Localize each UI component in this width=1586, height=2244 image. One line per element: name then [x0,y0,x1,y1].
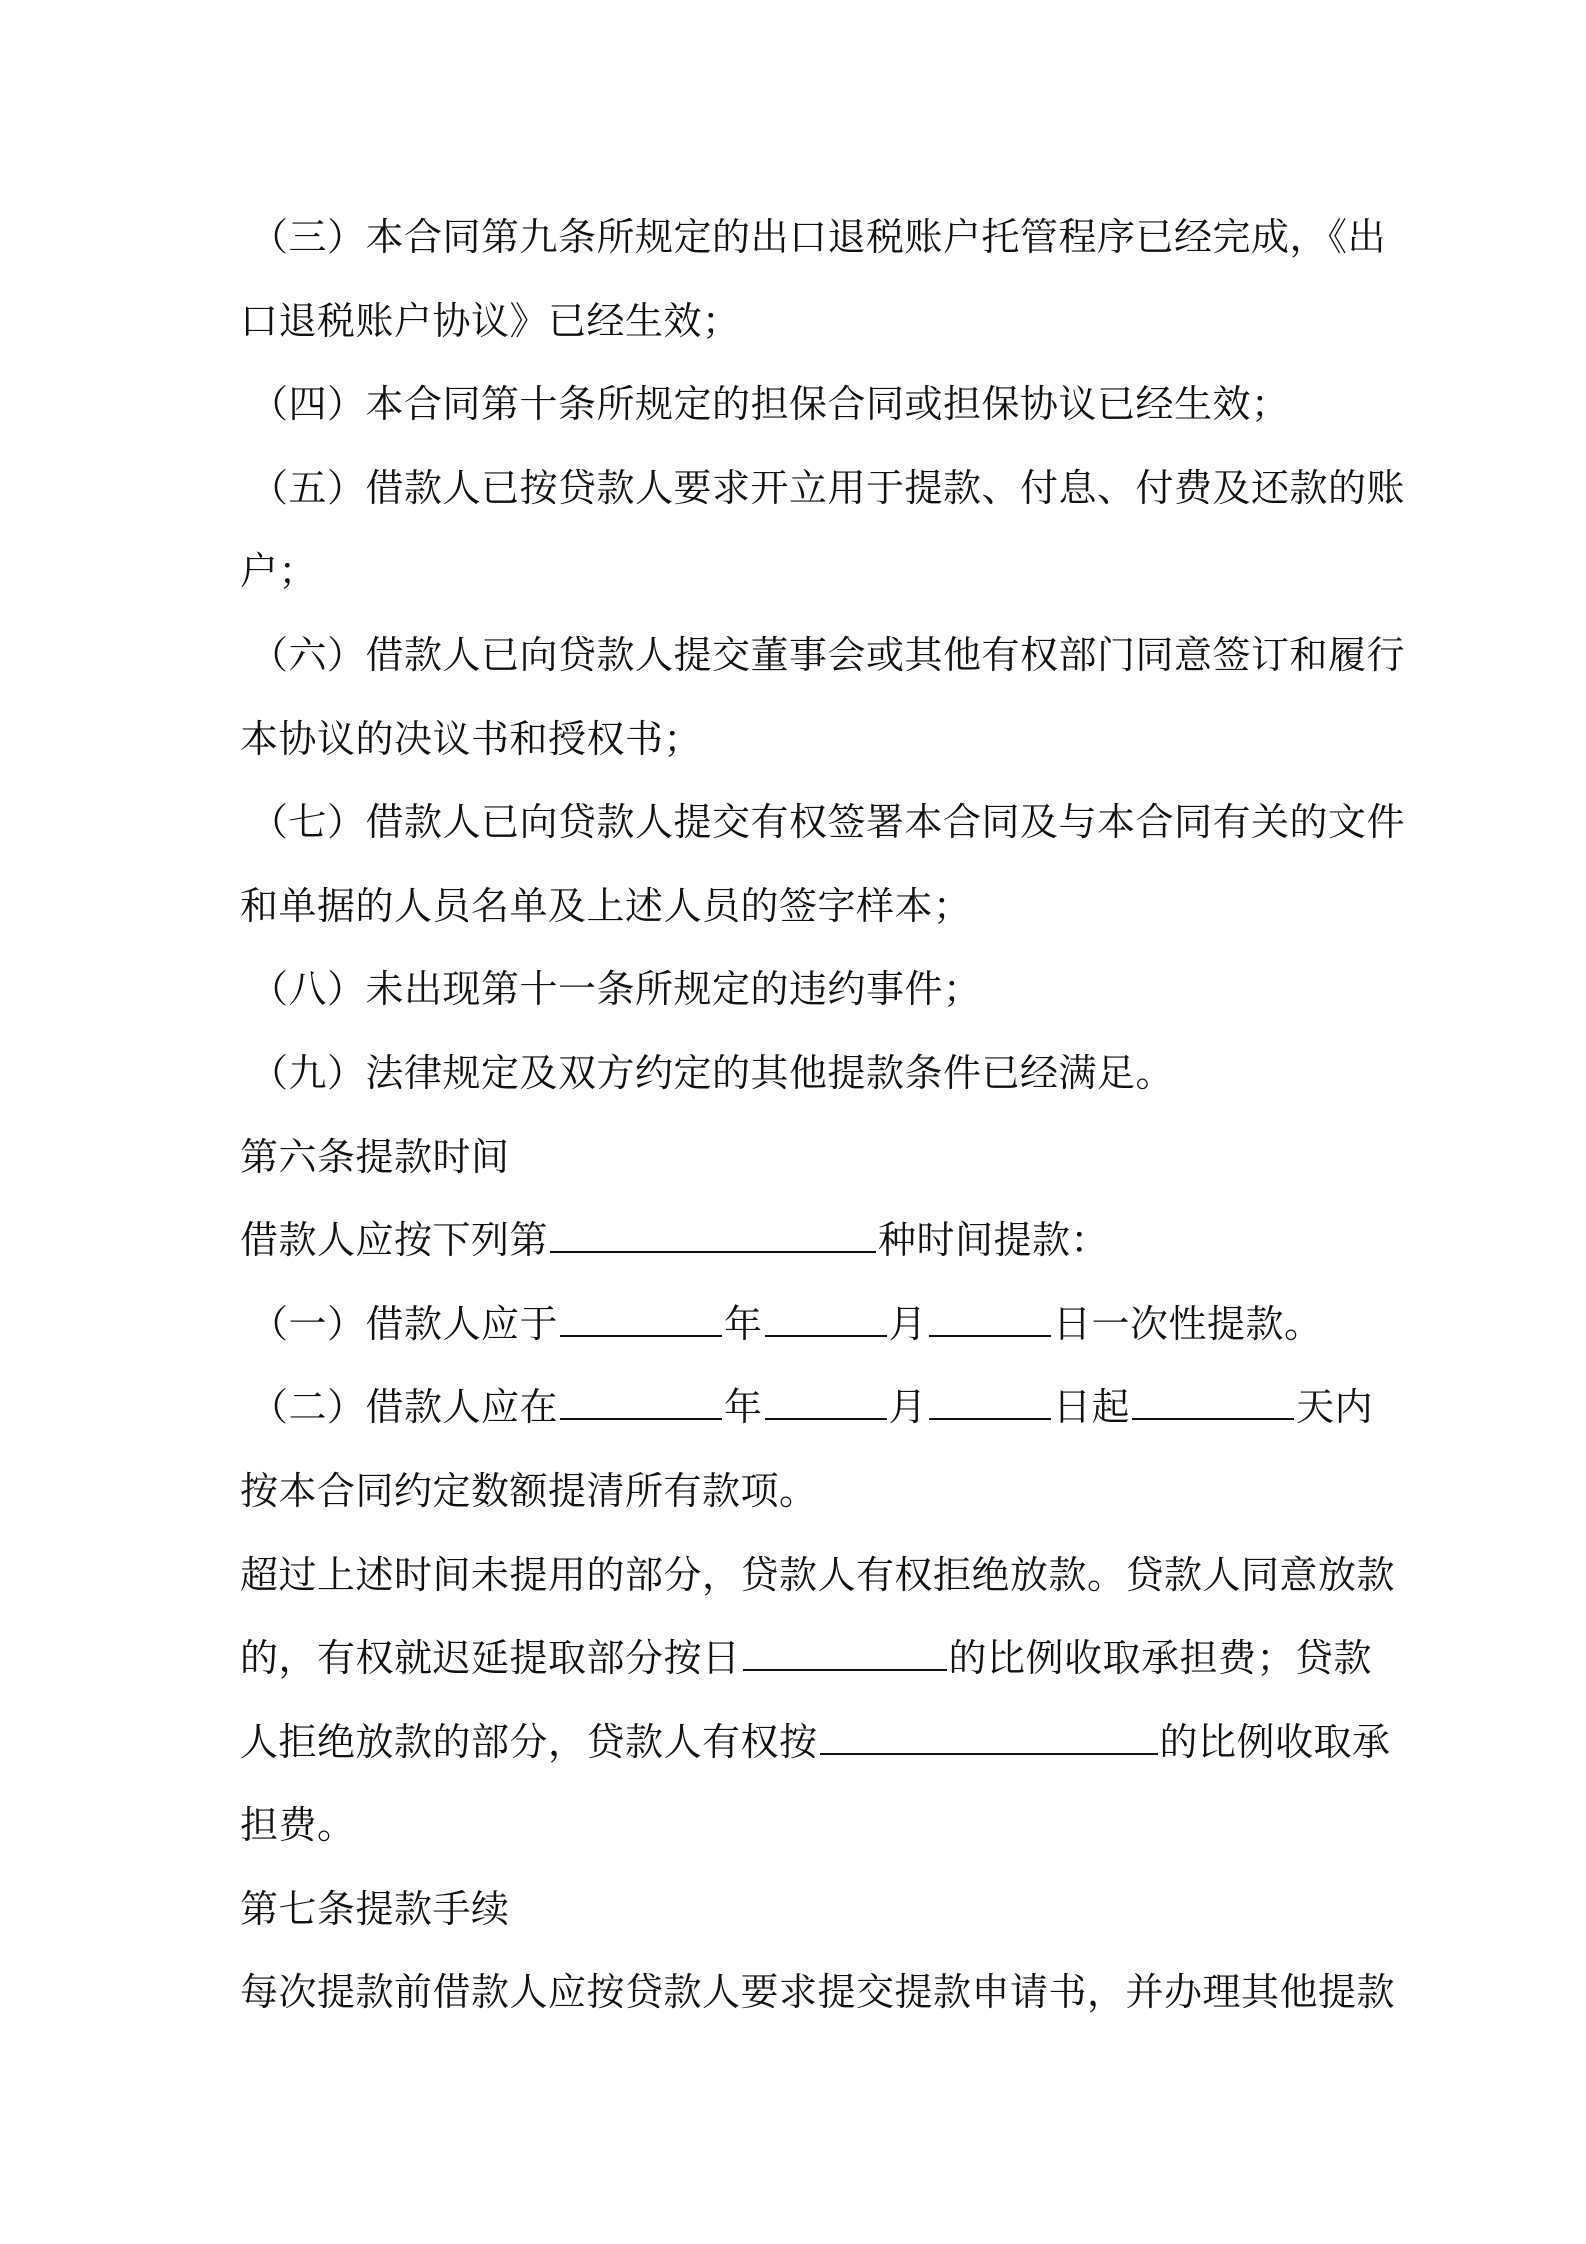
clause-7-line-1: （七）借款人已向贷款人提交有权签署本合同及与本合同有关的文件 [250,800,1406,845]
option-1-day-blank[interactable] [929,1305,1051,1337]
refusal-rate-blank[interactable] [820,1723,1158,1755]
article-6-intro-text-b: 种时间提款： [878,1218,1110,1263]
option-2-month-label: 月 [888,1385,928,1430]
option-2-text-a: （二）借款人应在 [250,1385,559,1430]
article-7-heading: 第七条提款手续 [240,1886,510,1931]
clause-3-line-2: 口退税账户协议》已经生效； [240,298,741,343]
refusal-text-a: 人拒绝放款的部分，贷款人有权按 [240,1719,818,1764]
clause-4: （四）本合同第十条所规定的担保合同或担保协议已经生效； [250,382,1290,427]
overdue-text-a: 的，有权就迟延提取部分按日 [240,1636,741,1681]
overdue-paragraph-line-4: 担费。 [240,1803,356,1848]
option-1-year-label: 年 [724,1301,763,1346]
article-6-intro-text-a: 借款人应按下列第 [240,1218,549,1263]
option-2-month-blank[interactable] [765,1388,887,1420]
option-2-day-label: 日起 [1053,1385,1131,1430]
overdue-paragraph-line-3 [240,1701,1391,1785]
option-2-days-label: 天内 [1296,1385,1374,1430]
option-2-line-1 [240,1366,1374,1450]
article-7-line-1: 每次提款前借款人应按贷款人要求提交提款申请书，并办理其他提款 [240,1970,1396,2015]
document-body [240,196,1406,2035]
option-2-day-blank[interactable] [929,1388,1051,1420]
option-2-year-blank[interactable] [560,1388,722,1420]
option-1-text-d: 日一次性提款。 [1053,1301,1323,1346]
clause-6-line-1: （六）借款人已向贷款人提交董事会或其他有权部门同意签订和履行 [250,632,1406,677]
clause-8: （八）未出现第十一条所规定的违约事件； [250,967,982,1012]
clause-5-line-2: 户； [240,549,318,594]
clause-5-line-1: （五）借款人已按贷款人要求开立用于提款、付息、付费及还款的账 [250,465,1406,510]
option-1-year-blank[interactable] [560,1305,722,1337]
article-6-intro [240,1199,1360,1283]
article-6-heading: 第六条提款时间 [240,1134,510,1179]
option-1-line [240,1283,1360,1367]
option-number-blank[interactable] [550,1221,876,1253]
overdue-paragraph-line-1: 超过上述时间未提用的部分，贷款人有权拒绝放款。贷款人同意放款 [240,1552,1396,1597]
option-2-year-label: 年 [724,1385,763,1430]
option-1-text-a: （一）借款人应于 [250,1301,559,1346]
refusal-text-b: 的比例收取承 [1159,1719,1391,1764]
option-2-line-2: 按本合同约定数额提清所有款项。 [240,1468,818,1513]
option-1-month-label: 月 [888,1301,928,1346]
clause-3-line-1: （三）本合同第九条所规定的出口退税账户托管程序已经完成，《出 [250,215,1387,259]
overdue-paragraph-line-2 [240,1617,1373,1701]
option-2-days-blank[interactable] [1132,1388,1294,1420]
clause-6-line-2: 本协议的决议书和授权书； [240,716,703,761]
clause-7-line-2: 和单据的人员名单及上述人员的签字样本； [240,883,972,928]
clause-9: （九）法律规定及双方约定的其他提款条件已经满足。 [250,1050,1175,1095]
option-1-month-blank[interactable] [765,1305,887,1337]
daily-rate-blank[interactable] [743,1639,947,1671]
overdue-text-b: 的比例收取承担费；贷款 [948,1636,1373,1681]
